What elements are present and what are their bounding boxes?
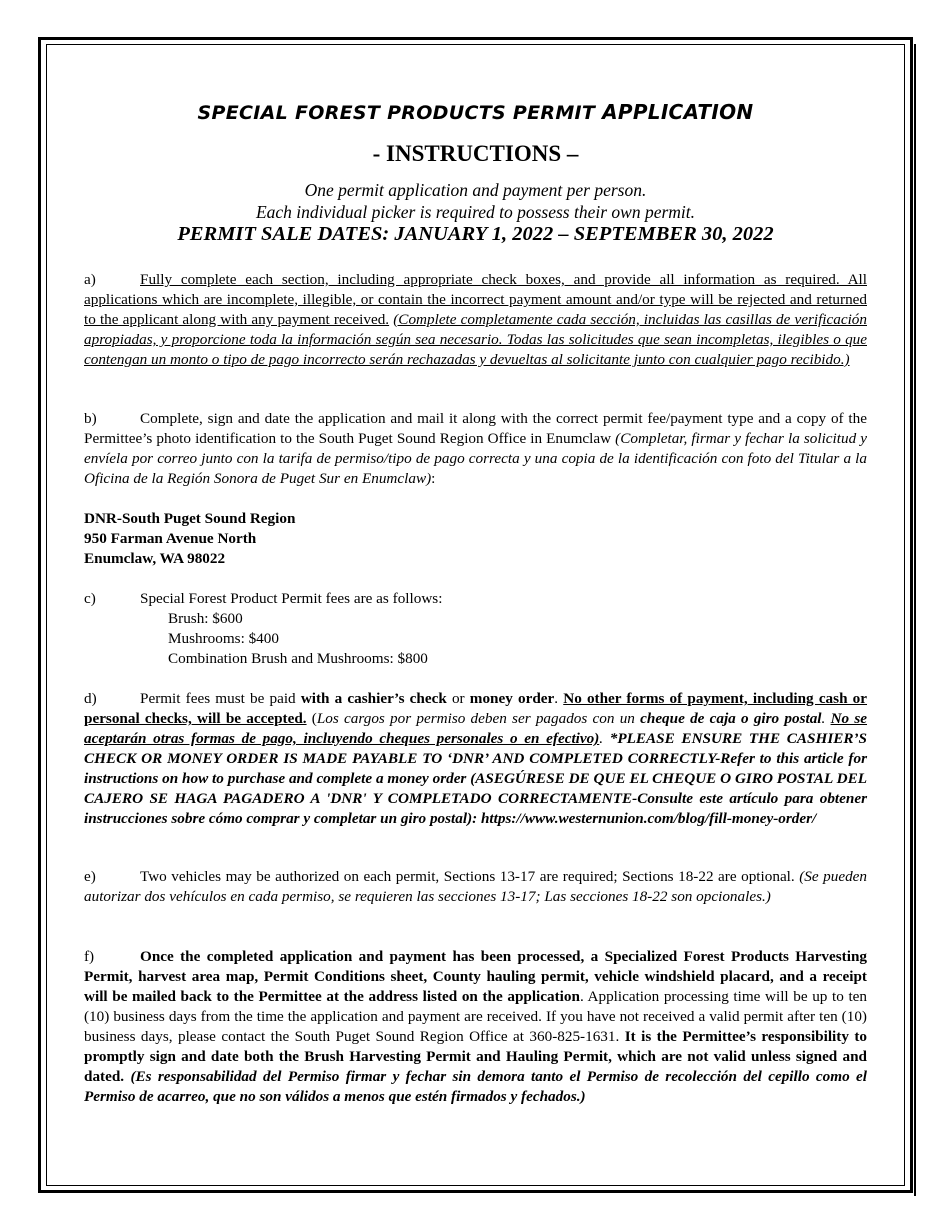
section-d-money-order: money order bbox=[469, 690, 555, 707]
section-a-text-es: (Complete completamente cada sección, incluidas las casillas de verificación apropiadas, y proporcione toda la información según sea necesario. Todas las solicitudes que sean incompletas, ilegibles o que contengan un monto o tipo de pago incorrecto serán rechazadas y devueltas al solicitante junto con cualquier pago recibido.) bbox=[84, 311, 867, 368]
section-d-text-es-1: Los cargos por permiso deben ser pagados con un bbox=[316, 710, 641, 727]
section-d-text-es-2: cheque de caja o giro postal bbox=[640, 710, 822, 727]
section-f-text-3: It is the Permittee’s responsibility to promptly sign and date both the Brush Harvesting Permit and Hauling Permit, which are not valid unless signed and dated. bbox=[84, 1028, 867, 1085]
form-title bbox=[84, 100, 867, 124]
section-b bbox=[84, 409, 867, 489]
section-d-text-1: Permit fees must be paid bbox=[140, 690, 301, 707]
section-b-text-es: (Completar, firmar y fechar la solicitud y envíela por correo junto con la tarifa de permiso/tipo de pago correcta y una copia de la identificación con foto del Titular a la Oficina de la Región Sonora de Puget Sur en Enumclaw) bbox=[84, 430, 867, 487]
section-f-text-2: . Application processing time will be up to ten (10) business days from the time the application and payment are received. If you have not received a valid permit after ten (10) business days, please contact the South Puget Sound Region Office at 360-825-1631. bbox=[84, 988, 867, 1045]
section-f-text-es: (Es responsabilidad del Permiso firmar y fechar sin demora tanto el Permiso de recolección del cepillo como el Permiso de acarreo, que no son válidos a menos que estén firmados y fechados.) bbox=[84, 1068, 867, 1105]
section-a-label: a) bbox=[84, 271, 96, 288]
section-b-label: b) bbox=[84, 410, 97, 427]
form-title-part1: SPECIAL FOREST PRODUCTS PERMIT bbox=[197, 102, 596, 124]
section-c-label: c) bbox=[84, 590, 96, 607]
instructions-heading: - INSTRUCTIONS – bbox=[372, 141, 579, 166]
permit-sale-dates: PERMIT SALE DATES: JANUARY 1, 2022 – SEPTEMBER 30, 2022 bbox=[177, 223, 774, 245]
mailing-address bbox=[84, 509, 295, 569]
section-e-label: e) bbox=[84, 868, 96, 885]
address-line-3: Enumclaw, WA 98022 bbox=[84, 550, 226, 567]
section-d-text-5: . bbox=[554, 690, 564, 707]
section-b-end: : bbox=[431, 470, 436, 487]
section-e-text-es: (Se pueden autorizar dos vehículos en cada permiso, se requieren las secciones 13-17; Las secciones 18-22 son opcionales.) bbox=[84, 868, 868, 905]
section-e-text-en: Two vehicles may be authorized on each permit, Sections 13-17 are required; Sections 18-22 are optional. bbox=[140, 868, 800, 885]
fee-list bbox=[168, 609, 428, 669]
section-d-label: d) bbox=[84, 690, 97, 707]
section-d-text-3: or bbox=[446, 690, 470, 707]
address-line-1: DNR-South Puget Sound Region bbox=[84, 510, 296, 527]
section-c-text: Special Forest Product Permit fees are as follows: bbox=[140, 590, 443, 607]
fee-mushrooms: Mushrooms: $400 bbox=[168, 630, 279, 647]
subtitle-line-1: One permit application and payment per person. bbox=[304, 180, 647, 200]
section-f-label: f) bbox=[84, 948, 95, 965]
fee-brush: Brush: $600 bbox=[168, 610, 243, 627]
section-d-payable-notice: *PLEASE ENSURE THE CASHIER’S CHECK OR MONEY ORDER IS MADE PAYABLE TO ‘DNR’ AND COMPLETED CORRECTLY-Refer to this article for instructions on how to purchase and complete a money order (ASEGÚRESE DE QUE EL CHEQUE O GIRO POSTAL DEL CAJERO SE HAGA PAGADERO A 'DNR' Y COMPLETADO CORRECTAMENTE-Consulte este artículo para obtener instrucciones sobre cómo comprar y completar un giro postal): https://www.westernunion.com/blog/fill-money-order/ bbox=[84, 730, 867, 827]
section-d bbox=[84, 689, 867, 829]
section-f bbox=[84, 947, 867, 1107]
subtitle-line-2: Each individual picker is required to possess their own permit. bbox=[255, 202, 696, 222]
section-b-text-en: Complete, sign and date the application and mail it along with the correct permit fee/payment type and a copy of the Permittee’s photo identification to the South Puget Sound Region Office in Enumclaw bbox=[84, 410, 867, 447]
section-d-text-es-5: . bbox=[599, 730, 610, 747]
section-d-text-es-3: . bbox=[821, 710, 831, 727]
section-d-no-other-forms: No other forms of payment, including cash or personal checks, will be accepted. bbox=[84, 690, 868, 727]
section-f-text-1: Once the completed application and payment has been processed, a Specialized Forest Products Harvesting Permit, harvest area map, Permit Conditions sheet, County hauling permit, vehicle windshield placard, and a receipt will be mailed back to the Permittee at the address listed on the application bbox=[84, 948, 867, 1005]
section-e bbox=[84, 867, 867, 907]
section-c bbox=[84, 589, 867, 609]
form-title-part2: APPLICATION bbox=[602, 100, 754, 124]
section-d-text-es-4: No se aceptarán otras formas de pago, incluyendo cheques personales o en efectivo) bbox=[84, 710, 868, 747]
fee-combination: Combination Brush and Mushrooms: $800 bbox=[168, 650, 428, 667]
address-line-2: 950 Farman Avenue North bbox=[84, 530, 257, 547]
section-a-text-en: Fully complete each section, including appropriate check boxes, and provide all information as required. All applications which are incomplete, illegible, or contain the incorrect payment amount and/or type will be rejected and returned to the applicant along with any payment received. bbox=[84, 271, 867, 328]
section-d-text-7: ( bbox=[306, 710, 317, 727]
section-a bbox=[84, 270, 867, 370]
section-d-cashiers-check: with a cashier’s check bbox=[300, 690, 447, 707]
